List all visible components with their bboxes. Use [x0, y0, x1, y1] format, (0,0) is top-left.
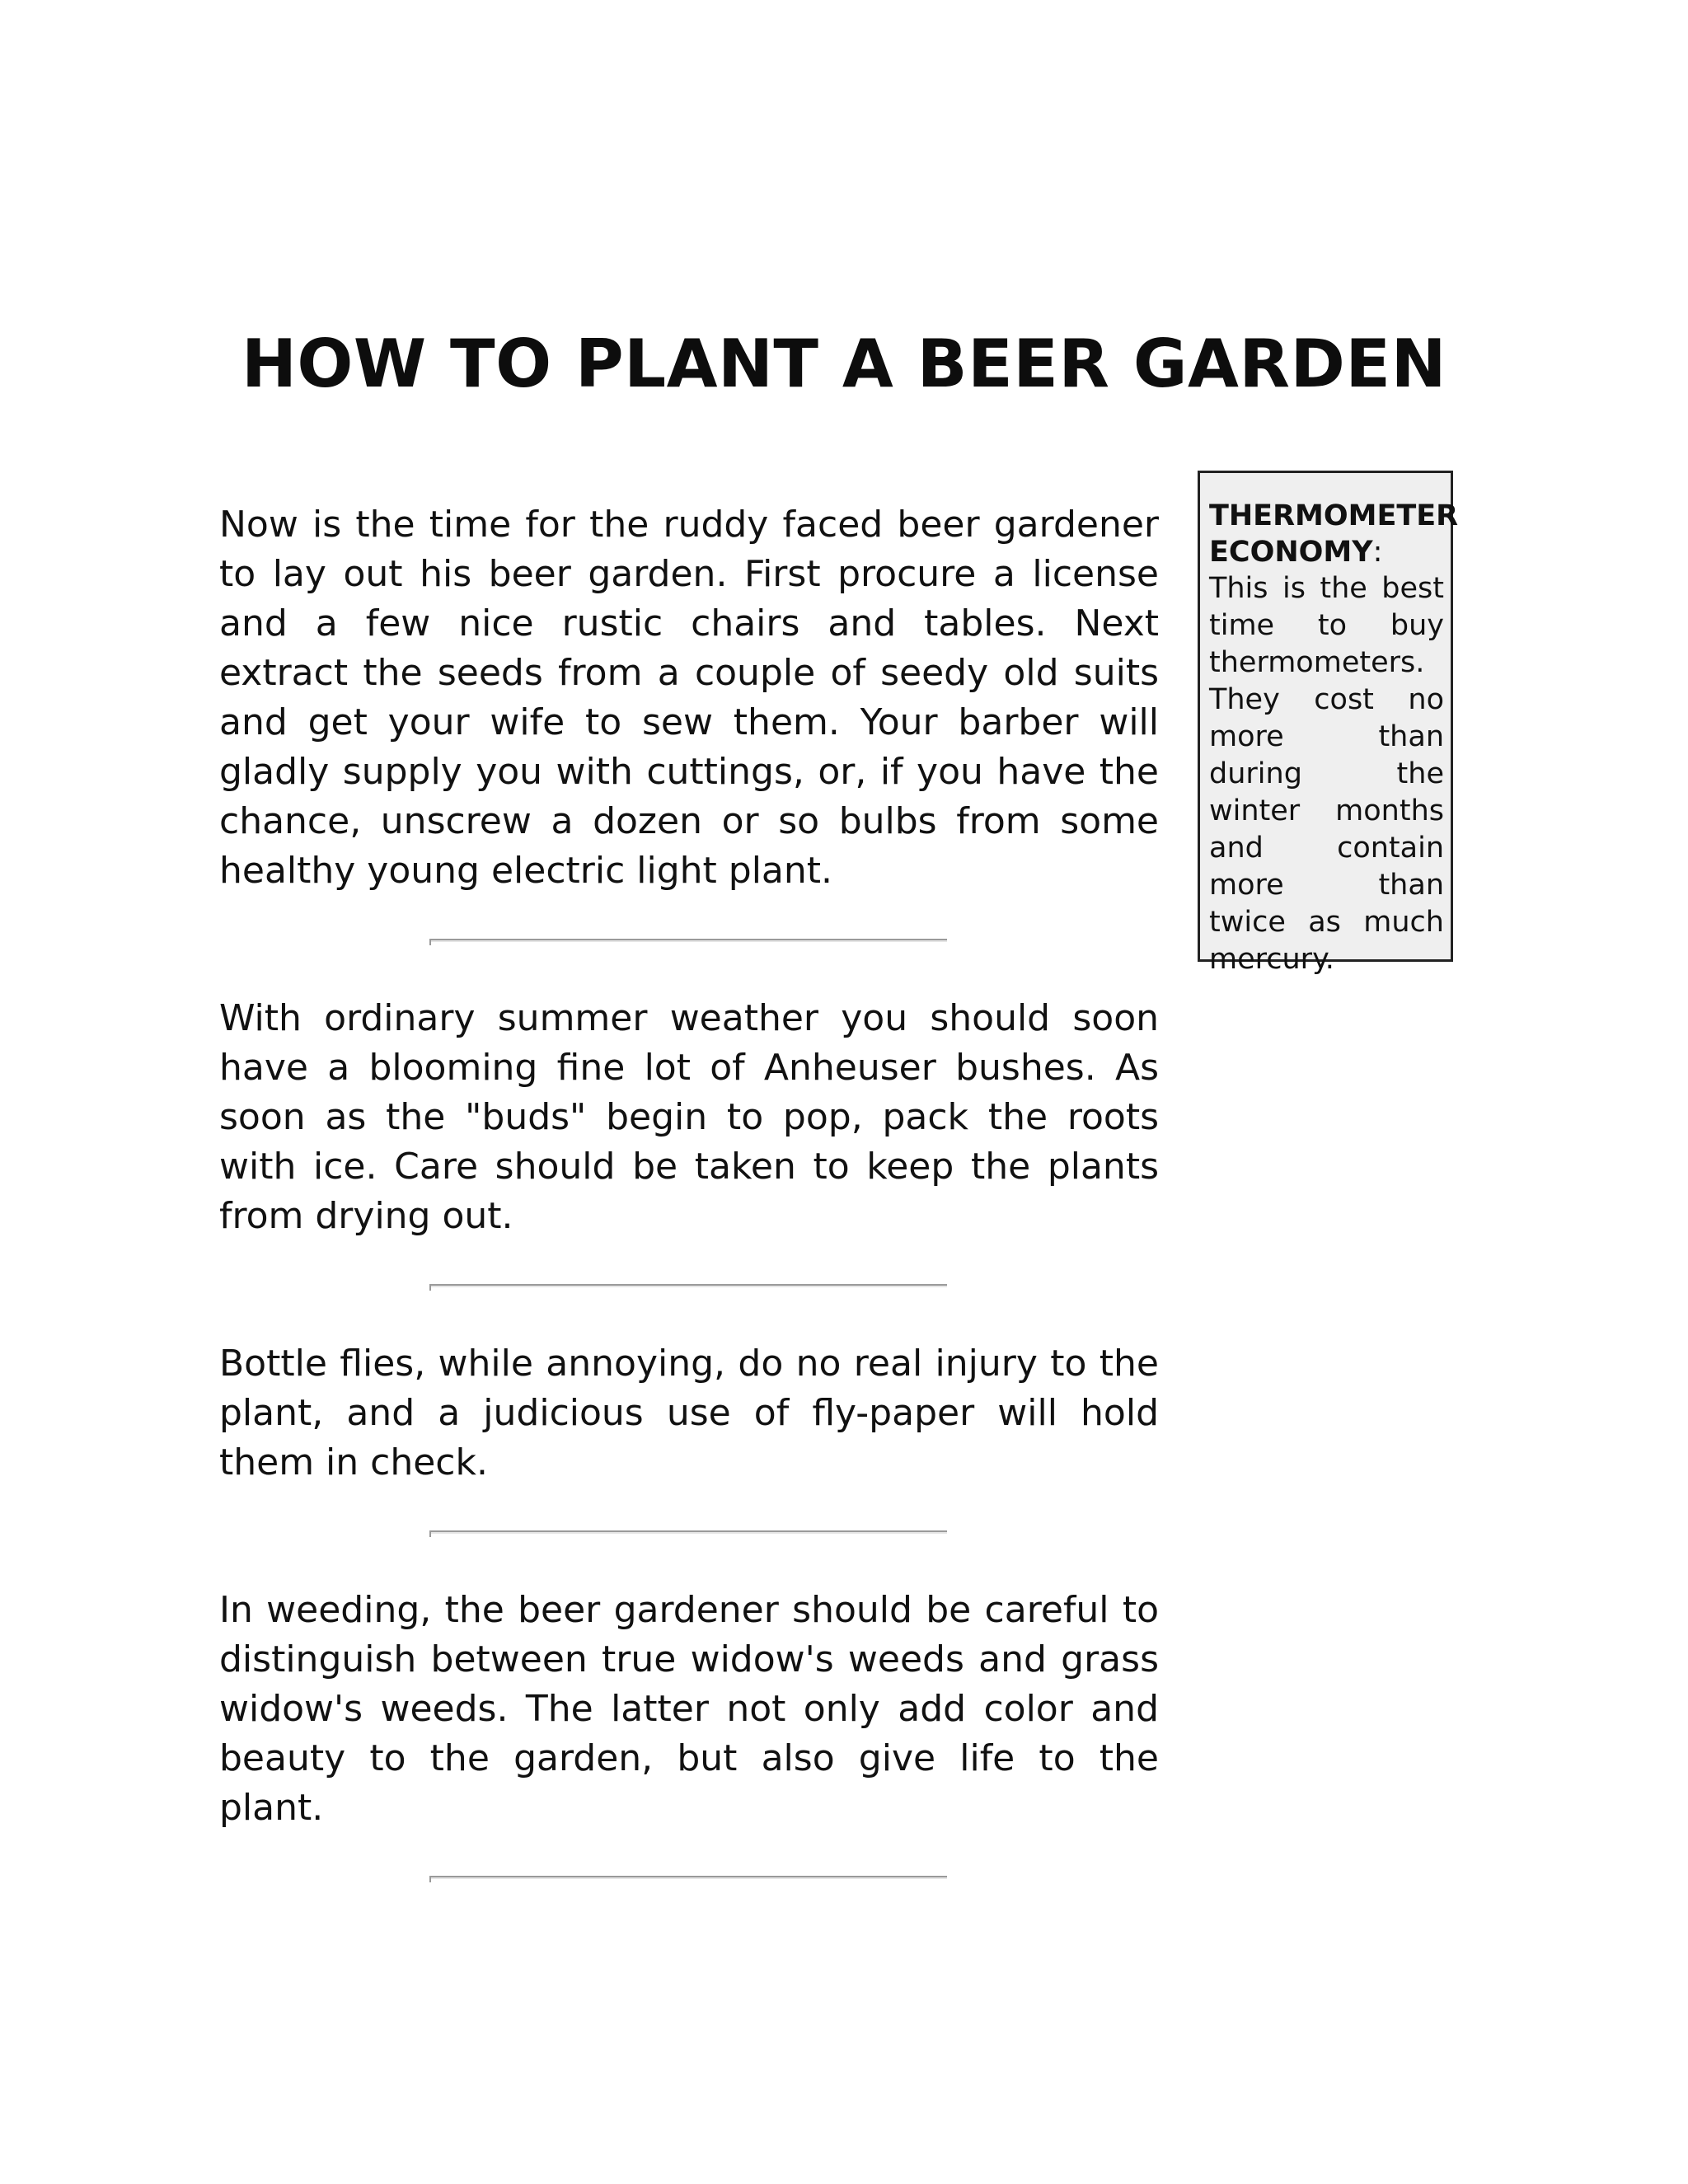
paragraph-bottle-flies: Bottle flies, while annoying, do no real injury to the plant, and a judicious use of fly-paper will hold them in check. [219, 1343, 1159, 1483]
paragraph-weeding: In weeding, the beer gardener should be careful to distinguish between true widow's weeds and grass widow's weeds. The latter not only add color and beauty to the garden, but also give life to the plant. [219, 1589, 1159, 1829]
sidebar-heading [1209, 498, 1459, 570]
sidebar-box [1198, 471, 1459, 976]
section-divider [429, 1530, 947, 1534]
sidebar-heading-text: THERMOMETER ECONOMY [1209, 499, 1459, 569]
section-divider [429, 1284, 947, 1287]
page-title: HOW TO PLANT A BEER GARDEN [241, 326, 1447, 402]
sidebar-text: This is the best time to buy thermometers. They cost no more than during the winter months and contain more than twice as much mercury. [1209, 572, 1444, 976]
section-divider [429, 1876, 947, 1879]
article-body [219, 500, 1159, 1879]
paragraph-planting: Now is the time for the ruddy faced beer gardener to lay out his beer garden. First procure a license and a few nice rustic chairs and tables. Next extract the seeds from a couple of seedy old suits and get your wife to sew them. Your barber will gladly supply you with cuttings, or, if you have the chance, unscrew a dozen or so bulbs from some healthy young electric light plant. [219, 504, 1159, 892]
section-divider [429, 939, 947, 942]
sidebar-heading-colon: : [1372, 536, 1383, 569]
paragraph-summer-weather: With ordinary summer weather you should soon have a blooming fine lot of Anheuser bushes. As soon as the "buds" begin to pop, pack the roots with ice. Care should be taken to keep the plants from drying out. [219, 997, 1159, 1237]
